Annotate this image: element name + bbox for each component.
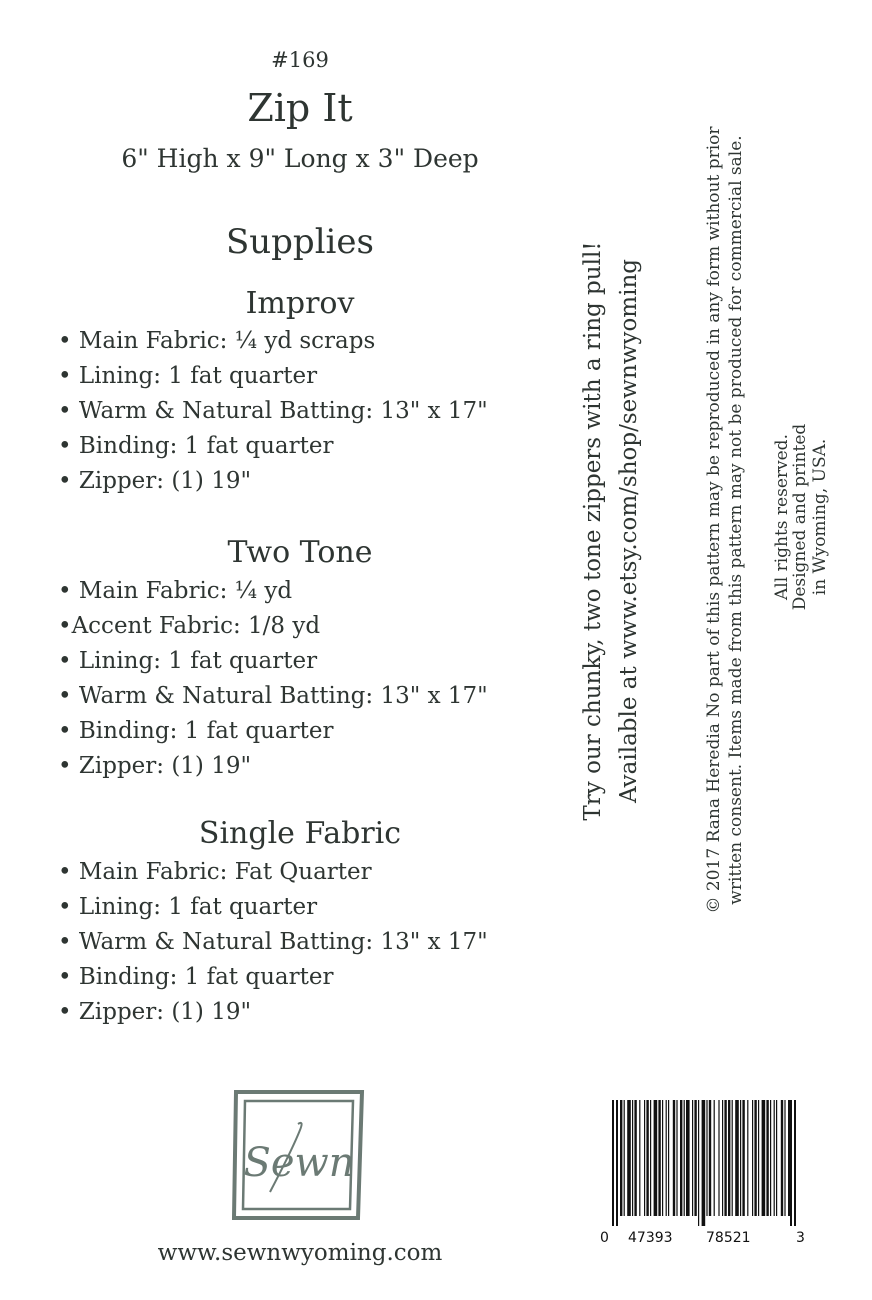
barcode-bar	[612, 1100, 614, 1226]
pattern-title: Zip It	[247, 86, 353, 130]
barcode-bar	[639, 1100, 640, 1216]
barcode-bar	[718, 1100, 719, 1216]
list-item: • Binding: 1 fat quarter	[58, 964, 334, 990]
barcode-digits	[598, 1230, 808, 1252]
barcode-bar	[776, 1100, 777, 1216]
website-url[interactable]: www.sewnwyoming.com	[157, 1240, 443, 1266]
barcode-bar	[620, 1100, 622, 1216]
section-heading-single-fabric: Single Fabric	[198, 816, 402, 851]
supply-list-improv	[58, 324, 488, 499]
supply-list-two-tone	[58, 574, 488, 784]
barcode-bar	[692, 1100, 693, 1216]
barcode-bar	[732, 1100, 733, 1216]
barcode-bar	[754, 1100, 756, 1216]
section-heading-improv: Improv	[245, 286, 355, 321]
rights-line-3: in Wyoming, USA.	[810, 438, 830, 596]
logo-wordmark: Sewn	[243, 1140, 355, 1186]
rights-line-2: Designed and printed	[790, 423, 810, 611]
list-item: • Lining: 1 fat quarter	[58, 648, 318, 674]
barcode-bar	[644, 1100, 645, 1216]
copyright-line-1: © 2017 Rana Heredia No part of this pattern may be reproduced in any form without prior	[704, 126, 724, 914]
promo-text-line-1: Try our chunky, two tone zippers with a ring pull!	[580, 241, 606, 821]
list-item: • Main Fabric: ¼ yd	[58, 578, 293, 604]
barcode-bar	[784, 1100, 785, 1216]
barcode-bar	[794, 1100, 796, 1226]
list-item: • Zipper: (1) 19"	[58, 753, 252, 779]
rights-line-1: All rights reserved.	[772, 434, 792, 600]
barcode-bar	[686, 1100, 690, 1216]
barcode-bar	[774, 1100, 775, 1216]
barcode-bar	[781, 1100, 783, 1216]
barcode-bar	[676, 1100, 677, 1216]
barcode-bar	[702, 1100, 706, 1226]
list-item: • Warm & Natural Batting: 13" x 17"	[58, 683, 488, 709]
barcode-bar	[627, 1100, 631, 1216]
barcode-bar	[714, 1100, 715, 1216]
barcode-bar	[698, 1100, 699, 1226]
barcode-bar	[709, 1100, 711, 1216]
supplies-heading: Supplies	[225, 222, 375, 262]
barcode-bar	[668, 1100, 669, 1216]
barcode-bar	[632, 1100, 633, 1216]
barcode-bar	[740, 1100, 741, 1216]
barcode-bar	[646, 1100, 648, 1216]
barcode-bar	[728, 1100, 730, 1216]
barcode-bar	[654, 1100, 658, 1216]
sewn-logo-icon	[232, 1090, 366, 1220]
barcode-bar	[706, 1100, 707, 1216]
barcode-bar	[662, 1100, 663, 1216]
barcode-bar	[684, 1100, 685, 1216]
pattern-number: #169	[271, 48, 329, 72]
barcode-bar	[650, 1100, 651, 1216]
barcode-bar	[747, 1100, 748, 1216]
supply-list-single-fabric	[58, 855, 488, 1030]
barcode-bar	[735, 1100, 739, 1216]
barcode-bar	[673, 1100, 675, 1216]
barcode-bar	[752, 1100, 753, 1216]
barcode-bar	[634, 1100, 636, 1216]
barcode-bar	[766, 1100, 768, 1216]
barcode-bar	[666, 1100, 667, 1216]
barcode-bar	[742, 1100, 744, 1216]
barcode-bar	[724, 1100, 726, 1216]
dimensions: 6" High x 9" Long x 3" Deep	[121, 144, 479, 173]
barcode-group-right: 78521	[706, 1230, 751, 1246]
barcode-group-left: 47393	[628, 1230, 673, 1246]
list-item: • Main Fabric: Fat Quarter	[58, 859, 372, 885]
barcode	[598, 1100, 806, 1226]
barcode-bar	[616, 1100, 618, 1226]
barcode-bar	[770, 1100, 771, 1216]
barcode-bar	[658, 1100, 660, 1216]
barcode-bar	[694, 1100, 696, 1216]
promo-text-line-2: Available at www.etsy.com/shop/sewnwyoming	[616, 259, 642, 803]
list-item: • Main Fabric: ¼ yd scraps	[58, 328, 376, 354]
barcode-digit-last: 3	[796, 1230, 805, 1246]
list-item: • Zipper: (1) 19"	[58, 999, 252, 1025]
barcode-bar	[680, 1100, 682, 1216]
list-item: • Binding: 1 fat quarter	[58, 433, 334, 459]
barcode-bar	[790, 1100, 792, 1226]
list-item: • Lining: 1 fat quarter	[58, 894, 318, 920]
barcode-digit-first: 0	[600, 1230, 609, 1246]
list-item: • Zipper: (1) 19"	[58, 468, 252, 494]
barcode-bar	[722, 1100, 723, 1216]
list-item: • Warm & Natural Batting: 13" x 17"	[58, 398, 488, 424]
list-item: • Binding: 1 fat quarter	[58, 718, 334, 744]
list-item: •Accent Fabric: 1/8 yd	[58, 613, 321, 639]
barcode-bar	[624, 1100, 625, 1216]
barcode-bar	[758, 1100, 759, 1216]
barcode-bar	[762, 1100, 766, 1216]
section-heading-two-tone: Two Tone	[227, 535, 373, 570]
list-item: • Warm & Natural Batting: 13" x 17"	[58, 929, 488, 955]
list-item: • Lining: 1 fat quarter	[58, 363, 318, 389]
copyright-line-2: written consent. Items made from this pattern may not be produced for commercial sale.	[726, 135, 746, 905]
barcode-bars	[598, 1100, 806, 1226]
